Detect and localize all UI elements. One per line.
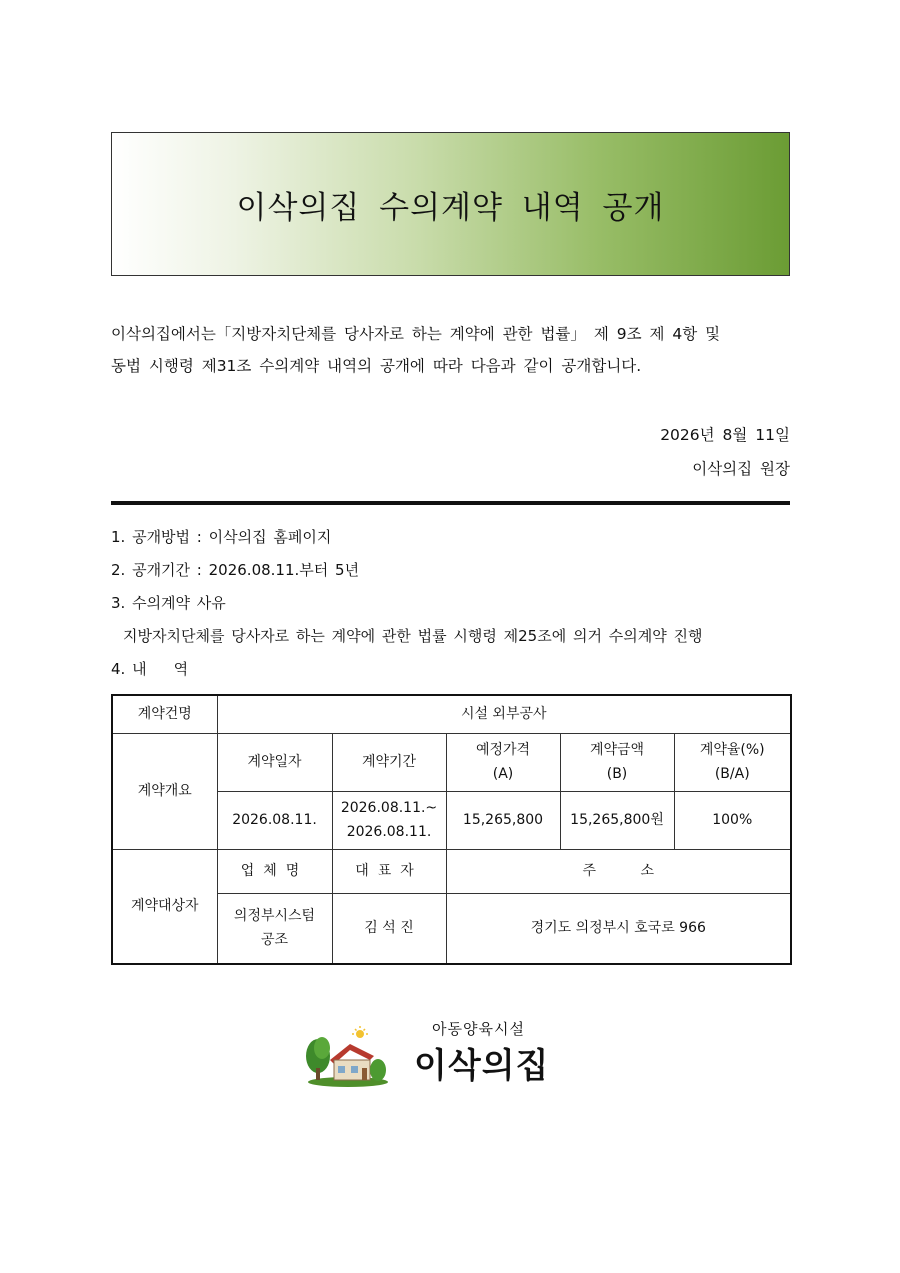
contract-name-value: 시설 외부공사 xyxy=(217,695,791,733)
value-amount: 15,265,800원 xyxy=(560,791,674,849)
value-rate: 100% xyxy=(674,791,791,849)
signature-block xyxy=(660,418,790,486)
title-banner xyxy=(111,132,790,276)
header-address: 주 소 xyxy=(446,849,791,893)
header-estimate xyxy=(446,733,560,791)
value-address: 경기도 의정부시 호국로 966 xyxy=(446,893,791,964)
party-label: 계약대상자 xyxy=(112,849,217,964)
table-row xyxy=(112,695,791,733)
header-amount xyxy=(560,733,674,791)
contract-table xyxy=(111,694,792,965)
value-company-line-1: 의정부시스텀 xyxy=(233,908,316,925)
intro-line-2: 동법 시행령 제31조 수의계약 내역의 공개에 따라 다음과 같이 공개합니다. xyxy=(111,357,642,375)
header-rate xyxy=(674,733,791,791)
item-method: 1. 공개방법 : 이삭의집 홈페이지 xyxy=(111,528,332,546)
value-estimate: 15,265,800 xyxy=(446,791,560,849)
page-title: 이삭의집 수의계약 내역 공개 xyxy=(236,189,665,226)
item-period: 2. 공개기간 : 2026.08.11.부터 5년 xyxy=(111,561,360,579)
header-estimate-sub: (A) xyxy=(492,766,514,782)
logo-name: 이삭의집 xyxy=(414,1046,550,1086)
header-company: 업체명 xyxy=(217,849,332,893)
header-representative: 대표자 xyxy=(332,849,446,893)
contract-name-label: 계약건명 xyxy=(112,695,217,733)
house-tree-logo-icon xyxy=(304,1026,388,1088)
announcement-date: 2026년 8월 11일 xyxy=(660,426,790,444)
header-amount-sub: (B) xyxy=(606,766,628,782)
header-estimate-title: 예정가격 xyxy=(475,742,531,758)
signer: 이삭의집 원장 xyxy=(692,460,790,478)
header-contract-period: 계약기간 xyxy=(332,733,446,791)
intro-line-1: 이삭의집에서는「지방자치단체를 당사자로 하는 계약에 관한 법률」 제 9조 제 4항 및 xyxy=(111,325,721,343)
intro-paragraph xyxy=(111,318,801,382)
value-company xyxy=(217,893,332,964)
value-company-line-2: 공조 xyxy=(260,932,289,949)
table-row xyxy=(112,849,791,893)
value-representative: 김 석 진 xyxy=(332,893,446,964)
disclosure-items xyxy=(111,521,801,686)
value-contract-date: 2026.08.11. xyxy=(217,791,332,849)
item-reason-text: 지방자치단체를 당사자로 하는 계약에 관한 법률 시행령 제25조에 의거 수의계약 진행 xyxy=(123,627,703,645)
header-contract-date: 계약일자 xyxy=(217,733,332,791)
overview-label: 계약개요 xyxy=(112,733,217,849)
divider xyxy=(111,501,790,505)
item-details-heading: 4. 내 역 xyxy=(111,660,189,678)
item-reason-heading: 3. 수의계약 사유 xyxy=(111,594,226,612)
logo-subtitle: 아동양육시설 xyxy=(432,1020,525,1038)
header-amount-title: 계약금액 xyxy=(589,742,645,758)
table-row xyxy=(112,733,791,791)
value-contract-period xyxy=(332,791,446,849)
value-period-end: 2026.08.11. xyxy=(346,824,432,840)
header-rate-sub: (B/A) xyxy=(714,766,750,782)
organization-logo xyxy=(304,1018,584,1088)
header-rate-title: 계약율(%) xyxy=(699,742,765,758)
value-period-start: 2026.08.11.~ xyxy=(340,800,438,816)
